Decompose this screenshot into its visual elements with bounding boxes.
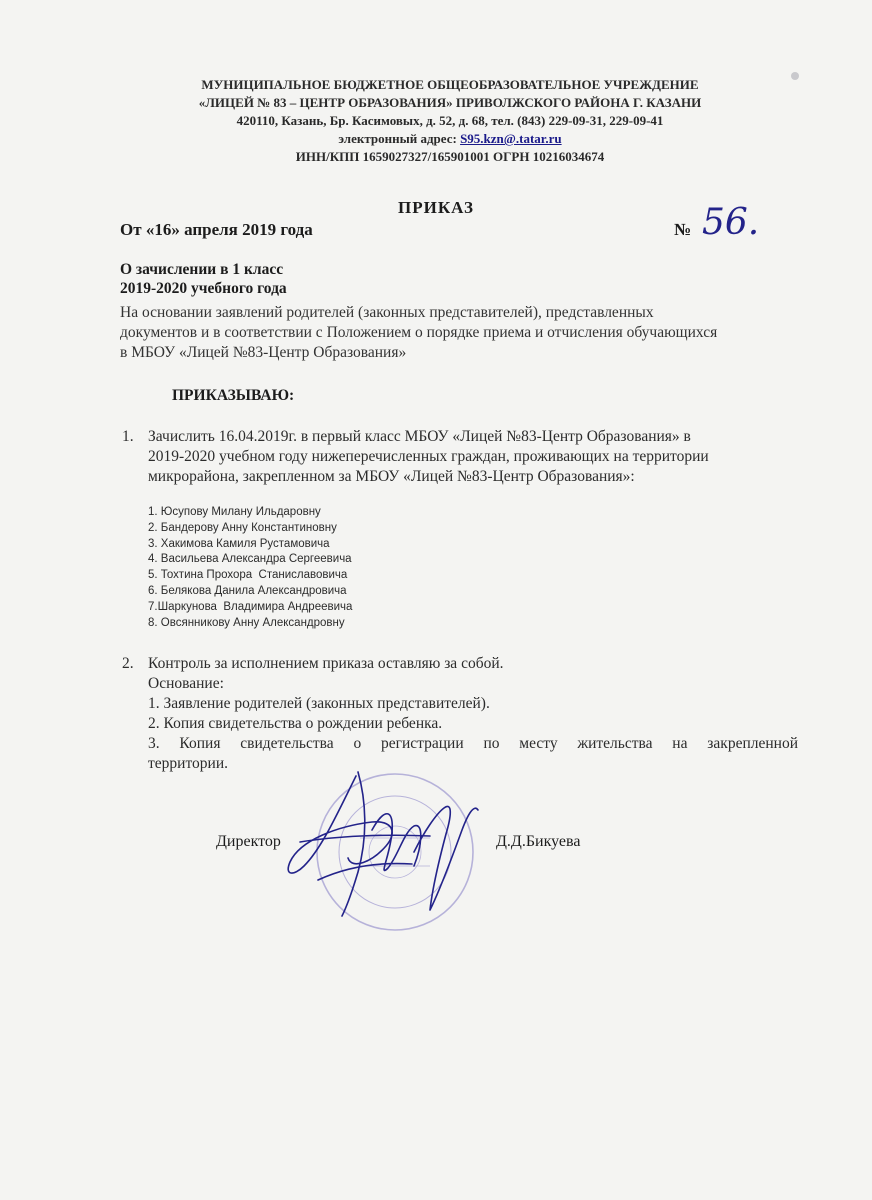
list-item: 4. Васильева Александра Сергеевича (148, 553, 352, 566)
item-1-line-2: 2019-2020 учебном году нижеперечисленных граждан, проживающих на территории (148, 448, 709, 465)
basis-line-2: документов и в соответствии с Положением о порядке приема и отчисления обучающихся (120, 324, 718, 341)
subject-line-1: О зачислении в 1 класс (120, 261, 284, 278)
item-1-number: 1. (122, 428, 134, 445)
official-stamp (317, 774, 473, 930)
corner-mark (791, 72, 799, 80)
order-date: От «16» апреля 2019 года (120, 220, 313, 239)
email-link[interactable]: S95.kzn@.tatar.ru (460, 131, 562, 146)
item-2-line-1: Контроль за исполнением приказа оставляю за собой. (148, 655, 504, 672)
order-title: ПРИКАЗ (398, 198, 474, 217)
list-item: 5. Тохтина Прохора Станиславовича (148, 569, 348, 582)
item-2-line-3: 1. Заявление родителей (законных представителей). (148, 695, 490, 712)
item-2-line-6: территории. (148, 755, 228, 772)
basis-line-1: На основании заявлений родителей (законных представителей), представленных (120, 304, 654, 321)
list-item: 7.Шаркунова Владимира Андреевича (148, 600, 353, 613)
address-line: 420110, Казань, Бр. Касимовых, д. 52, д. 68, тел. (843) 229-09-31, 229-09-41 (236, 113, 664, 128)
list-item: 2. Бандерову Анну Константиновну (148, 521, 337, 534)
list-item: 3. Хакимова Камиля Рустамовича (148, 537, 330, 550)
director-title: Директор (216, 833, 281, 850)
org-name-line: МУНИЦИПАЛЬНОЕ БЮДЖЕТНОЕ ОБЩЕОБРАЗОВАТЕЛЬНОЕ УЧРЕЖДЕНИЕ (201, 77, 699, 92)
order-number-sign: № (674, 220, 692, 239)
order-directive: ПРИКАЗЫВАЮ: (172, 387, 295, 404)
item-2-line-5: 3. Копия свидетельства о регистрации по месту жительства на закрепленной (148, 735, 798, 752)
list-item: 1. Юсупову Милану Ильдаровну (148, 506, 321, 518)
item-2-line-2: Основание: (148, 675, 224, 692)
director-name: Д.Д.Бикуева (496, 833, 581, 850)
list-item: 6. Белякова Данила Александровича (148, 584, 347, 597)
item-2-line-4: 2. Копия свидетельства о рождении ребенка. (148, 715, 443, 732)
subject-line-2: 2019-2020 учебного года (120, 280, 287, 297)
org-full-name-line: «ЛИЦЕЙ № 83 – ЦЕНТР ОБРАЗОВАНИЯ» ПРИВОЛЖСКОГО РАЙОНА Г. КАЗАНИ (198, 95, 702, 110)
item-2-number: 2. (122, 655, 134, 672)
item-1-line-3: микрорайона, закрепленном за МБОУ «Лицей №83-Центр Образования»: (148, 468, 635, 485)
item-1-line-1: Зачислить 16.04.2019г. в первый класс МБОУ «Лицей №83-Центр Образования» в (148, 428, 691, 445)
order-number-value: 56. (702, 202, 760, 242)
basis-line-3: в МБОУ «Лицей №83-Центр Образования» (120, 344, 407, 361)
tax-id-line: ИНН/КПП 1659027327/165901001 ОГРН 10216034674 (295, 149, 605, 164)
list-item: 8. Овсянникову Анну Александровну (148, 616, 345, 629)
email-label: электронный адрес: (338, 131, 461, 146)
